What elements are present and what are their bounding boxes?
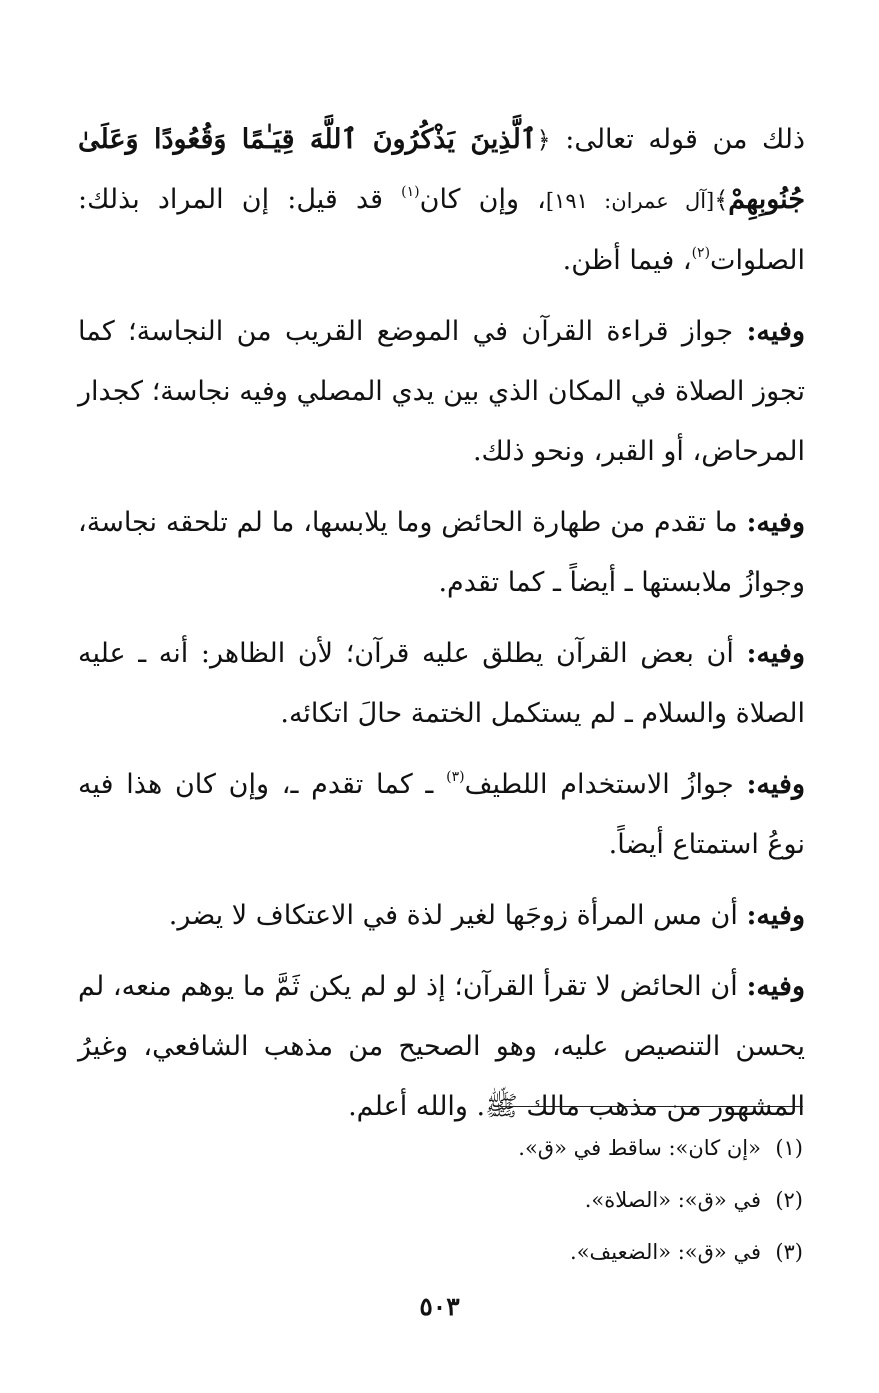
quran-close-bracket: ﴾ [714,186,729,214]
page-number: ٥٠٣ [419,1292,460,1321]
footnote-divider [500,1106,803,1107]
footnote-3 [303,1226,803,1278]
paragraph-4 [78,624,805,744]
paragraph-text: جواز قراءة القرآن في الموضع القريب من النجاسة؛ كما تجوز الصلاة في المكان الذي بين يدي المصلي وفيه نجاسة؛ كجدار المرحاض، أو القبر، ونحو ذلك. [78,316,805,467]
footnote-number: (١) [775,1136,803,1160]
footnote-number: (٣) [775,1240,803,1264]
paragraph-1-text-a: ، وإن كان [419,184,546,215]
paragraph-text: ما تقدم من طهارة الحائض وما يلابسها، ما لم تلحقه نجاسة، وجوازُ ملابستها ـ أيضاً ـ كما تقدم. [78,507,805,598]
paragraph-3 [78,493,805,613]
paragraph-6 [78,886,805,946]
paragraph-5 [78,755,805,875]
paragraph-label: وفيه: [746,900,805,931]
footnote-text: في «ق»: «الصلاة». [584,1188,761,1212]
quran-verse: ٱلَّذِينَ يَذْكُرُونَ ٱللَّهَ قِيَـٰمًا وَقُعُودًا وَعَلَىٰ جُنُوبِهِمْ [78,124,806,215]
paragraph-1-intro: ذلك من قوله تعالى: [550,124,805,155]
quran-open-bracket: ﴿ [536,126,551,154]
paragraph-text: أن بعض القرآن يطلق عليه قرآن؛ لأن الظاهر: أنه ـ عليه الصلاة والسلام ـ لم يستكمل الختمة حالَ اتكائه. [78,638,805,729]
paragraph-1-text-b: قد قيل: إن المراد بذلك: الصلوات [78,184,805,276]
paragraph-label: وفيه: [746,971,805,1002]
paragraph-label: وفيه: [746,638,805,669]
paragraph-label: وفيه: [746,769,805,800]
paragraph-text: أن الحائض لا تقرأ القرآن؛ إذ لو لم يكن ثَمَّ ما يوهم منعه، لم يحسن التنصيص عليه، وهو الصحيح من مذهب الشافعي، وغيرُ المشهور من مذهب مالك ﷺ. والله أعلم. [78,971,805,1122]
paragraph-1-text-c: ، فيما أظن. [562,245,692,276]
footnote-2 [303,1174,803,1226]
paragraph-text-a: جوازُ الاستخدام اللطيف [464,769,747,800]
paragraph-1 [78,110,805,291]
paragraph-2 [78,302,805,482]
footnote-1 [303,1122,803,1174]
paragraph-text: أن مس المرأة زوجَها لغير لذة في الاعتكاف لا يضر. [168,900,747,931]
footnote-text: في «ق»: «الضعيف». [570,1240,761,1264]
paragraph-label: وفيه: [746,316,805,347]
footnote-ref-2[interactable]: (٢) [691,245,711,261]
verse-citation: [آل عمران: ١٩١] [545,189,715,213]
paragraph-text-b: ـ كما تقدم ـ، وإن كان هذا فيه نوعُ استمتاع أيضاً. [78,769,805,860]
paragraph-7 [78,957,805,1137]
footnote-ref-3[interactable]: (٣) [446,769,465,785]
footnote-text: «إن كان»: ساقط في «ق». [518,1136,761,1160]
footnotes [303,1122,803,1278]
footnote-number: (٢) [775,1188,803,1212]
paragraph-label: وفيه: [746,507,805,538]
footnote-ref-1[interactable]: (١) [401,184,420,200]
main-text [78,110,805,1148]
